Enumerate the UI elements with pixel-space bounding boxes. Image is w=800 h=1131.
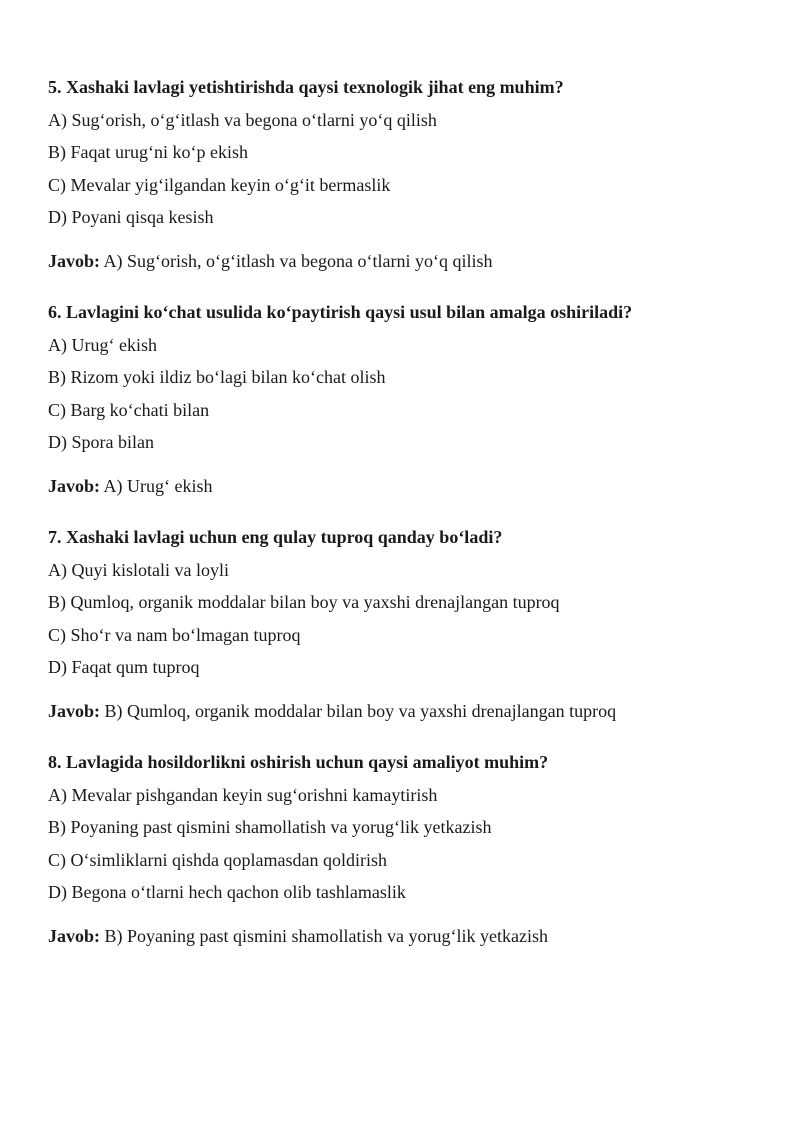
answer-label: Javob:	[48, 476, 101, 496]
option-b: B) Faqat urug‘ni ko‘p ekish	[48, 142, 248, 162]
option-d: D) Poyani qisqa kesish	[48, 207, 214, 227]
question-title: 8. Lavlagida hosildorlikni oshirish uchun qaysi amaliyot muhim?	[48, 752, 549, 772]
answer-line	[48, 923, 768, 949]
answer-line	[48, 698, 768, 724]
answer-line	[48, 473, 768, 499]
option-a: A) Quyi kislotali va loyli	[48, 559, 229, 580]
option-b: B) Poyaning past qismini shamollatish va yorug‘lik yetkazish	[48, 817, 492, 837]
question-7	[48, 524, 768, 724]
option-d: D) Spora bilan	[48, 432, 154, 452]
question-8	[48, 749, 768, 949]
option-b: B) Qumloq, organik moddalar bilan boy va yaxshi drenajlangan tuproq	[48, 592, 560, 612]
answer-line	[48, 248, 768, 274]
question-title: 6. Lavlagini ko‘chat usulida ko‘paytirish qaysi usul bilan amalga oshiriladi?	[48, 302, 633, 322]
question-5	[48, 74, 768, 274]
answer-text: B) Qumloq, organik moddalar bilan boy va yaxshi drenajlangan tuproq	[100, 701, 617, 721]
option-a: A) Sug‘orish, o‘g‘itlash va begona o‘tlarni yo‘q qilish	[48, 109, 437, 130]
option-c: C) Barg ko‘chati bilan	[48, 399, 210, 420]
document-page	[48, 74, 768, 974]
answer-text: A) Urug‘ ekish	[100, 476, 213, 496]
answer-text: B) Poyaning past qismini shamollatish va yorug‘lik yetkazish	[100, 926, 548, 946]
answer-label: Javob:	[48, 251, 101, 271]
option-b: B) Rizom yoki ildiz bo‘lagi bilan ko‘chat olish	[48, 367, 386, 387]
question-title: 7. Xashaki lavlagi uchun eng qulay tuproq qanday bo‘ladi?	[48, 527, 503, 547]
option-c: C) Sho‘r va nam bo‘lmagan tuproq	[48, 624, 301, 645]
answer-text: A) Sug‘orish, o‘g‘itlash va begona o‘tlarni yo‘q qilish	[100, 251, 493, 271]
option-a: A) Mevalar pishgandan keyin sug‘orishni kamaytirish	[48, 784, 438, 805]
option-c: C) O‘simliklarni qishda qoplamasdan qoldirish	[48, 849, 387, 870]
question-6	[48, 299, 768, 499]
question-title: 5. Xashaki lavlagi yetishtirishda qaysi texnologik jihat eng muhim?	[48, 77, 564, 97]
answer-label: Javob:	[48, 701, 101, 721]
option-a: A) Urug‘ ekish	[48, 334, 157, 355]
option-d: D) Faqat qum tuproq	[48, 657, 200, 677]
option-c: C) Mevalar yig‘ilgandan keyin o‘g‘it bermaslik	[48, 174, 391, 195]
option-d: D) Begona o‘tlarni hech qachon olib tashlamaslik	[48, 882, 406, 902]
answer-label: Javob:	[48, 926, 101, 946]
